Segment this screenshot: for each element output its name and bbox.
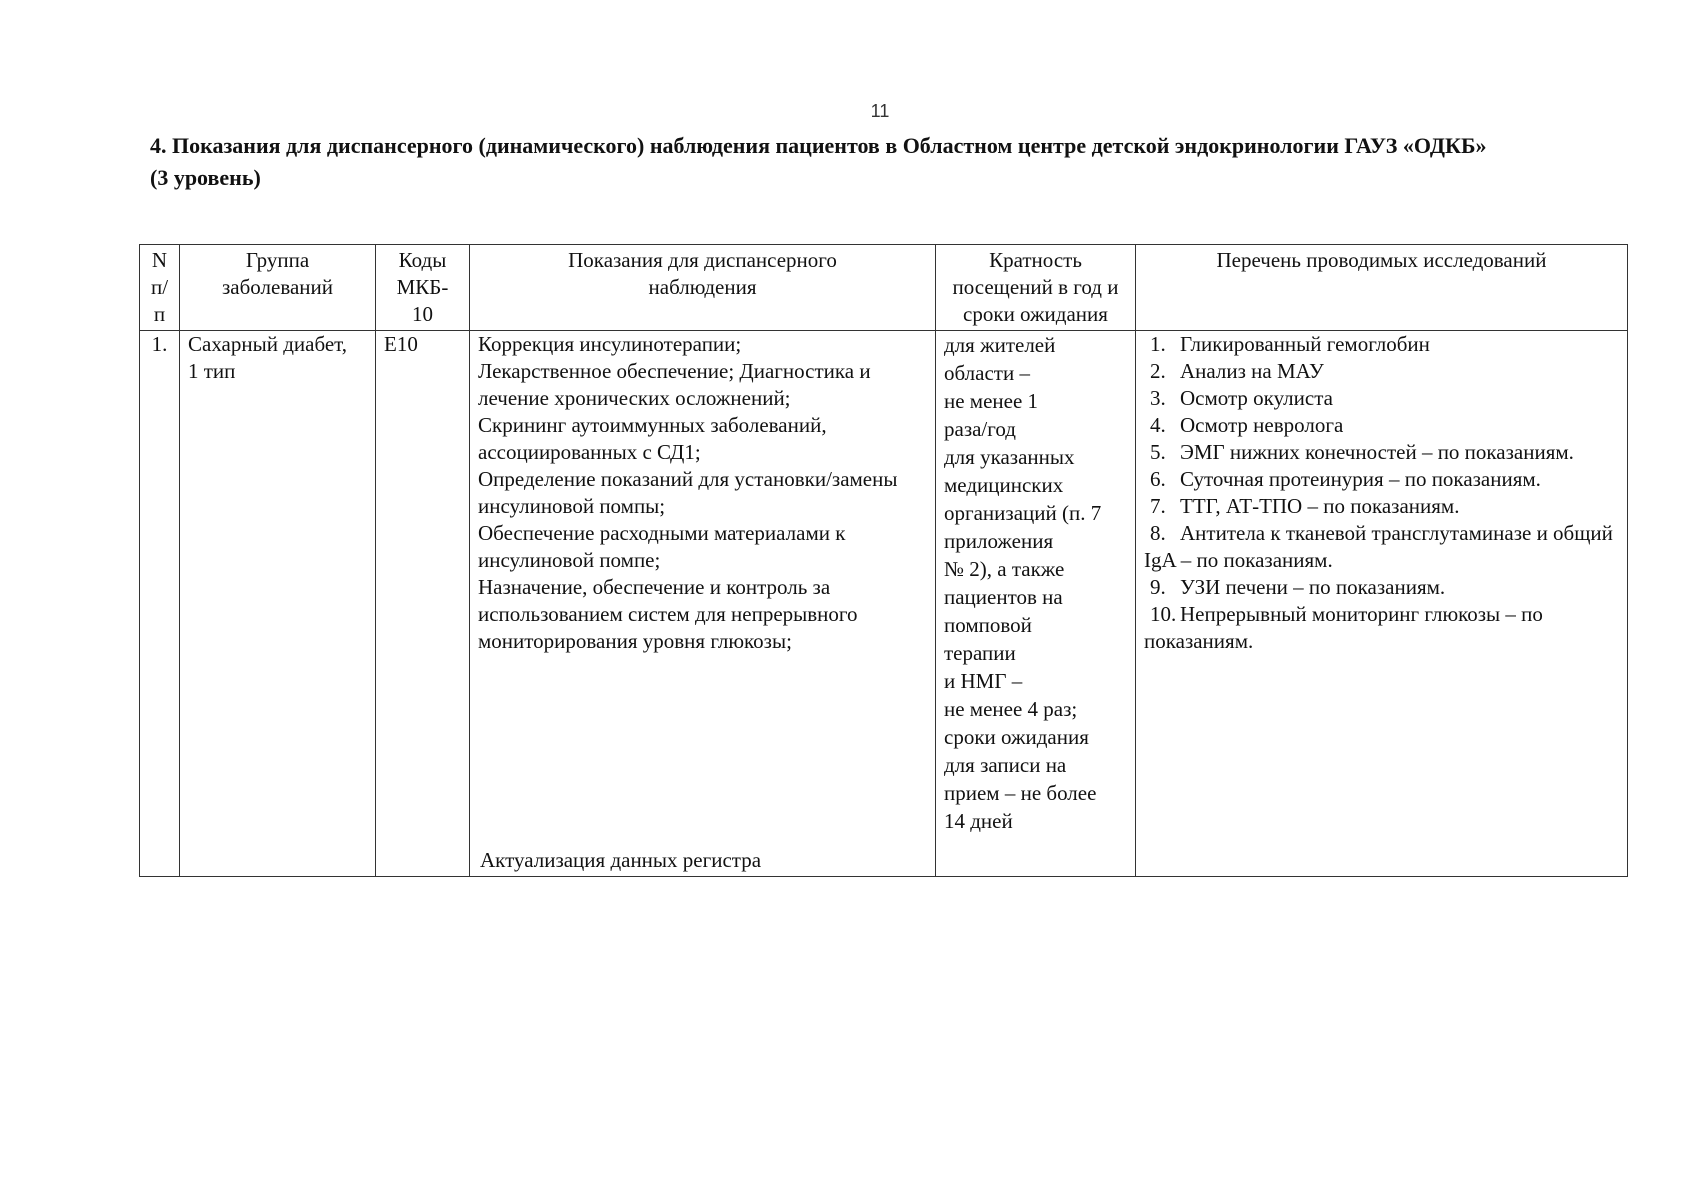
observation-table	[139, 244, 1628, 877]
investigation-item	[1144, 439, 1619, 466]
frequency-line: медицинских	[944, 473, 1064, 497]
cell-frequency	[936, 331, 1136, 877]
investigation-text: ТТГ, АТ-ТПО – по показаниям.	[1180, 494, 1460, 518]
investigation-text: Суточная протеинурия – по показаниям.	[1180, 467, 1541, 491]
investigation-number: 7.	[1150, 494, 1166, 518]
investigation-item	[1144, 412, 1619, 439]
section-heading	[150, 130, 1650, 194]
page-number: 11	[870, 101, 890, 121]
investigation-text: Осмотр невролога	[1180, 413, 1344, 437]
cell-num: 1.	[140, 331, 180, 877]
header-num	[140, 245, 180, 331]
group-line: 1 тип	[188, 359, 236, 383]
investigation-text: Антитела к тканевой трансглутаминазе и общий IgA – по показаниям.	[1144, 521, 1613, 572]
investigation-number: 2.	[1150, 359, 1166, 383]
frequency-line: для жителей	[944, 333, 1056, 357]
cell-icd: Е10	[376, 331, 470, 877]
header-investigations	[1136, 245, 1628, 331]
header-num-line: п/п	[150, 275, 169, 326]
header-group-line: заболеваний	[222, 275, 333, 299]
investigation-item	[1144, 385, 1619, 412]
investigation-text: Анализ на МАУ	[1180, 359, 1324, 383]
heading-line-1: 4. Показания для диспансерного (динамического) наблюдения пациентов в Областном центре детской эндокринологии ГАУЗ «ОДКБ»	[150, 133, 1487, 158]
investigation-item	[1144, 520, 1619, 574]
header-icd	[376, 245, 470, 331]
investigation-text: ЭМГ нижних конечностей – по показаниям.	[1180, 440, 1574, 464]
indication-item: Определение показаний для установки/замены инсулиновой помпы;	[478, 467, 898, 518]
investigation-item	[1144, 493, 1619, 520]
frequency-line: приложения	[944, 529, 1054, 553]
frequency-line: сроки ожидания	[944, 725, 1089, 749]
frequency-line: для записи на	[944, 753, 1067, 777]
header-icd-line: 10	[412, 302, 433, 326]
table-row	[140, 331, 1628, 877]
indication-item: Лекарственное обеспечение; Диагностика и лечение хронических осложнений;	[478, 359, 871, 410]
investigation-number: 5.	[1150, 440, 1166, 464]
indication-item: Назначение, обеспечение и контроль за использованием систем для непрерывного мониторирования уровня глюкозы;	[478, 575, 858, 653]
header-frequency-line: Кратность	[989, 248, 1082, 272]
frequency-line: 14 дней	[944, 809, 1013, 833]
header-frequency-line: посещений в год и	[952, 275, 1119, 299]
investigation-text: УЗИ печени – по показаниям.	[1180, 575, 1446, 599]
indication-item: Коррекция инсулинотерапии;	[478, 332, 742, 356]
investigation-item	[1144, 574, 1619, 601]
investigation-number: 8.	[1150, 521, 1166, 545]
frequency-line: № 2), а также	[944, 557, 1065, 581]
header-investigations-line: Перечень проводимых исследований	[1216, 248, 1547, 272]
investigation-item	[1144, 331, 1619, 358]
frequency-line: области –	[944, 361, 1030, 385]
investigation-number: 6.	[1150, 467, 1166, 491]
heading-line-2: (3 уровень)	[150, 165, 261, 190]
header-indications-line: Показания для диспансерного	[568, 248, 837, 272]
investigation-number: 1.	[1150, 332, 1166, 356]
frequency-line: раза/год	[944, 417, 1016, 441]
investigation-number: 10.	[1150, 602, 1177, 626]
frequency-line: организаций (п. 7	[944, 501, 1102, 525]
header-group-line: Группа	[245, 248, 310, 272]
header-icd-line: МКБ-	[396, 275, 449, 299]
frequency-line: прием – не более	[944, 781, 1097, 805]
header-frequency-line: сроки ожидания	[963, 302, 1108, 326]
investigation-number: 9.	[1150, 575, 1166, 599]
frequency-line: пациентов на	[944, 585, 1063, 609]
header-group	[180, 245, 376, 331]
frequency-line: терапии	[944, 641, 1016, 665]
investigation-text: Осмотр окулиста	[1180, 386, 1333, 410]
indication-item: Обеспечение расходными материалами к инсулиновой помпе;	[478, 521, 846, 572]
header-indications	[470, 245, 936, 331]
frequency-line: не менее 1	[944, 389, 1039, 413]
investigation-item	[1144, 358, 1619, 385]
indication-item: Скрининг аутоиммунных заболеваний, ассоциированных с СД1;	[478, 413, 827, 464]
group-line: Сахарный диабет,	[188, 332, 348, 356]
frequency-line: для указанных	[944, 445, 1075, 469]
cell-group	[180, 331, 376, 877]
cell-indications	[470, 331, 936, 877]
frequency-line: помповой	[944, 613, 1032, 637]
investigation-item	[1144, 601, 1619, 655]
investigation-number: 3.	[1150, 386, 1166, 410]
investigation-text: Гликированный гемоглобин	[1180, 332, 1430, 356]
table-header-row	[140, 245, 1628, 331]
header-indications-line: наблюдения	[648, 275, 757, 299]
investigation-item	[1144, 466, 1619, 493]
indication-registry-item: Актуализация данных регистра	[480, 848, 762, 872]
header-num-line: N	[151, 248, 168, 272]
frequency-line: и НМГ –	[944, 669, 1023, 693]
header-frequency	[936, 245, 1136, 331]
investigations-list	[1144, 331, 1619, 655]
frequency-line: не менее 4 раз;	[944, 697, 1078, 721]
investigation-text: Непрерывный мониторинг глюкозы – по показаниям.	[1144, 602, 1543, 653]
cell-investigations	[1136, 331, 1628, 877]
header-icd-line: Коды	[398, 248, 447, 272]
investigation-number: 4.	[1150, 413, 1166, 437]
